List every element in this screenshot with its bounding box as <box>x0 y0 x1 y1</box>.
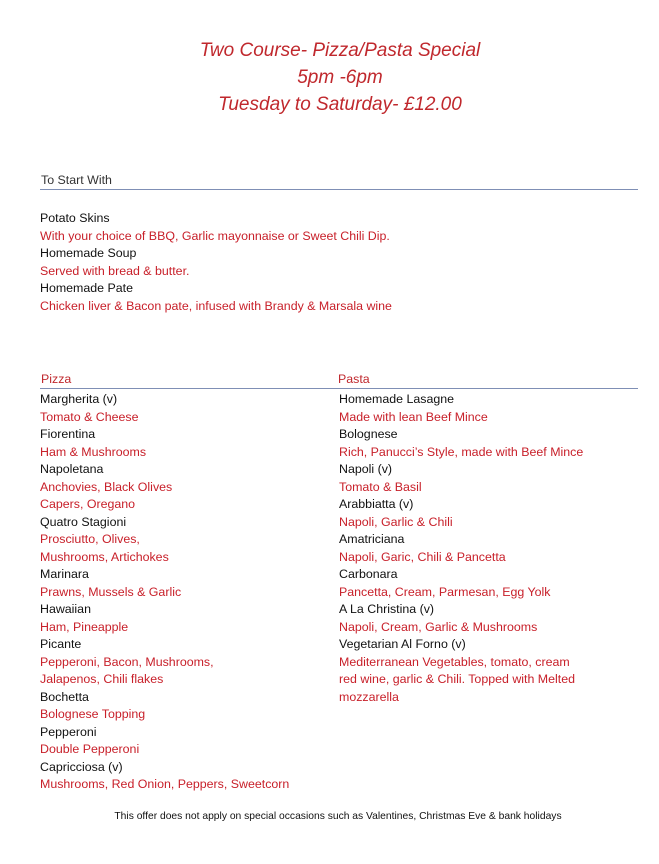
pizza-item-name: Hawaiian <box>40 602 91 616</box>
pasta-item-name: Arabbiatta (v) <box>339 497 414 511</box>
pizza-heading: Pizza <box>41 372 72 386</box>
pasta-item-description: Napoli, Cream, Garlic & Mushrooms <box>339 619 538 634</box>
pasta-item-description: Tomato & Basil <box>339 479 422 494</box>
pasta-item-description: Made with lean Beef Mince <box>339 409 488 424</box>
pasta-item-description: Mediterranean Vegetables, tomato, cream <box>339 654 570 669</box>
pasta-item-name: A La Christina (v) <box>339 602 435 616</box>
pizza-item-description: Ham, Pineapple <box>40 619 129 634</box>
pizza-item-name: Quatro Stagioni <box>40 514 127 529</box>
pasta-heading: Pasta <box>338 372 370 386</box>
pasta-item-name: Homemade Lasagne <box>339 392 455 406</box>
starters-heading: To Start With <box>41 173 112 187</box>
pasta-item-name: Bolognese <box>339 427 398 441</box>
title-line-2: 5pm -6pm <box>297 67 383 88</box>
offer-disclaimer: This offer does not apply on special occasions such as Valentines, Christmas Eve & bank holidays <box>114 811 562 822</box>
offer-title <box>0 37 659 118</box>
pasta-list <box>339 391 583 706</box>
starters-header <box>40 170 638 190</box>
pasta-item-description: Rich, Panucci’s Style, made with Beef Mince <box>339 444 584 459</box>
pasta-item-description: Napoli, Garic, Chili & Pancetta <box>339 549 506 564</box>
pizza-item-description: Jalapenos, Chili flakes <box>40 672 164 686</box>
pizza-item-name: Capricciosa (v) <box>40 759 123 774</box>
pasta-item-description: red wine, garlic & Chili. Topped with Melted <box>339 672 575 686</box>
pizza-item-description: Mushrooms, Artichokes <box>40 549 169 564</box>
pasta-item-name: Vegetarian Al Forno (v) <box>339 637 466 651</box>
pasta-item-description: Napoli, Garlic & Chili <box>339 514 453 529</box>
title-line-3: Tuesday to Saturday- £12.00 <box>218 94 462 115</box>
pizza-list <box>40 391 289 794</box>
starters-item-description: With your choice of BBQ, Garlic mayonnaise or Sweet Chili Dip. <box>40 228 390 243</box>
pizza-item-description: Mushrooms, Red Onion, Peppers, Sweetcorn <box>40 777 290 791</box>
starters-item-name: Homemade Soup <box>40 246 137 260</box>
starters-item-name: Homemade Pate <box>40 281 133 295</box>
pizza-item-description: Double Pepperoni <box>40 742 140 756</box>
title-line-1: Two Course- Pizza/Pasta Special <box>199 40 481 61</box>
pizza-item-description: Bolognese Topping <box>40 707 146 721</box>
pizza-item-name: Fiorentina <box>40 427 96 441</box>
starters-item-name: Potato Skins <box>40 211 110 225</box>
pizza-item-name: Napoletana <box>40 462 104 476</box>
pizza-item-description: Prawns, Mussels & Garlic <box>40 584 182 599</box>
starters-item-description: Served with bread & butter. <box>40 263 190 278</box>
pizza-item-name: Marinara <box>40 567 89 581</box>
pizza-item-name: Margherita (v) <box>40 392 118 406</box>
pizza-item-description: Anchovies, Black Olives <box>40 479 173 494</box>
pizza-item-description: Ham & Mushrooms <box>40 444 147 459</box>
pasta-item-name: Napoli (v) <box>339 462 393 476</box>
pizza-item-name: Bochetta <box>40 689 89 704</box>
pasta-item-name: Carbonara <box>339 567 398 581</box>
pizza-item-name: Picante <box>40 637 82 651</box>
pizza-item-description: Capers, Oregano <box>40 497 136 511</box>
pizza-item-description: Tomato & Cheese <box>40 409 139 424</box>
pizza-item-description: Prosciutto, Olives, <box>40 532 140 546</box>
pasta-item-name: Amatriciana <box>339 532 405 546</box>
starters-item-description: Chicken liver & Bacon pate, infused with Brandy & Marsala wine <box>40 298 392 313</box>
pizza-item-name: Pepperoni <box>40 724 97 739</box>
menu-header <box>40 370 638 389</box>
starters-list <box>40 210 392 315</box>
pasta-item-description: Pancetta, Cream, Parmesan, Egg Yolk <box>339 584 551 599</box>
pasta-item-description: mozzarella <box>339 689 399 704</box>
pizza-item-description: Pepperoni, Bacon, Mushrooms, <box>40 654 214 669</box>
